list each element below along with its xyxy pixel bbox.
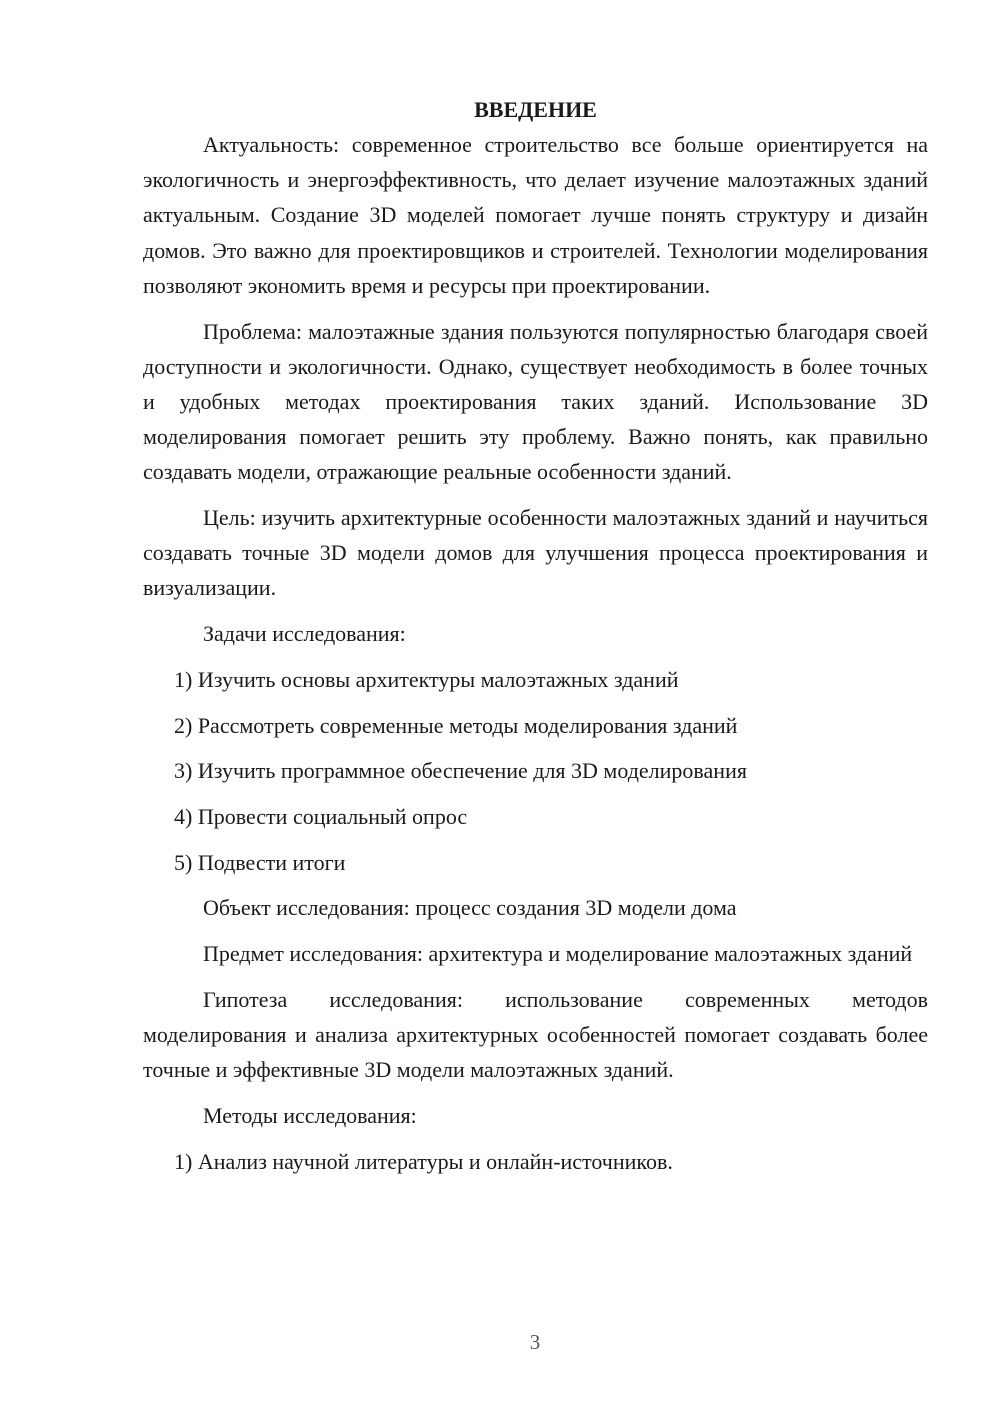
problem-paragraph: Проблема: малоэтажные здания пользуются популярностью благодаря своей доступности и экологичности. Однако, существует необходимость в более точных и удобных методах проектирования таких зданий. Использование 3D моделирования помогает решить эту проблему. Важно понять, как правильно создавать модели, отражающие реальные особенности зданий. bbox=[143, 318, 928, 485]
page-number: 3 bbox=[529, 1330, 541, 1354]
task-item-4: 4) Провести социальный опрос bbox=[174, 803, 468, 829]
tasks-heading: Задачи исследования: bbox=[203, 621, 406, 647]
hypothesis-paragraph: Гипотеза исследования: использование современных методов моделирования и анализа архитектурных особенностей помогает создавать более точные и эффективные 3D модели малоэтажных зданий. bbox=[143, 986, 928, 1083]
methods-heading: Методы исследования: bbox=[203, 1102, 417, 1128]
document-page bbox=[143, 92, 928, 1189]
task-item-2: 2) Рассмотреть современные методы моделирования зданий bbox=[174, 712, 738, 738]
methods-list bbox=[143, 1144, 928, 1179]
tasks-list bbox=[143, 662, 928, 880]
method-item-1: 1) Анализ научной литературы и онлайн-источников. bbox=[174, 1148, 673, 1174]
relevance-paragraph: Актуальность: современное строительство все больше ориентируется на экологичность и энергоэффективность, что делает изучение малоэтажных зданий актуальным. Создание 3D моделей помогает лучше понять структуру и дизайн домов. Это важно для проектировщиков и строителей. Технологии моделирования позволяют экономить время и ресурсы при проектировании. bbox=[143, 132, 928, 298]
section-title: ВВЕДЕНИЕ bbox=[474, 97, 597, 122]
task-item-3: 3) Изучить программное обеспечение для 3D моделирования bbox=[174, 758, 747, 784]
goal-paragraph: Цель: изучить архитектурные особенности малоэтажных зданий и научиться создавать точные 3D модели домов для улучшения процесса проектирования и визуализации. bbox=[143, 505, 928, 601]
task-item-5: 5) Подвести итоги bbox=[174, 849, 346, 875]
task-item-1: 1) Изучить основы архитектуры малоэтажных зданий bbox=[174, 666, 679, 692]
object-paragraph: Объект исследования: процесс создания 3D модели дома bbox=[203, 895, 737, 921]
subject-paragraph: Предмет исследования: архитектура и моделирование малоэтажных зданий bbox=[203, 941, 913, 967]
